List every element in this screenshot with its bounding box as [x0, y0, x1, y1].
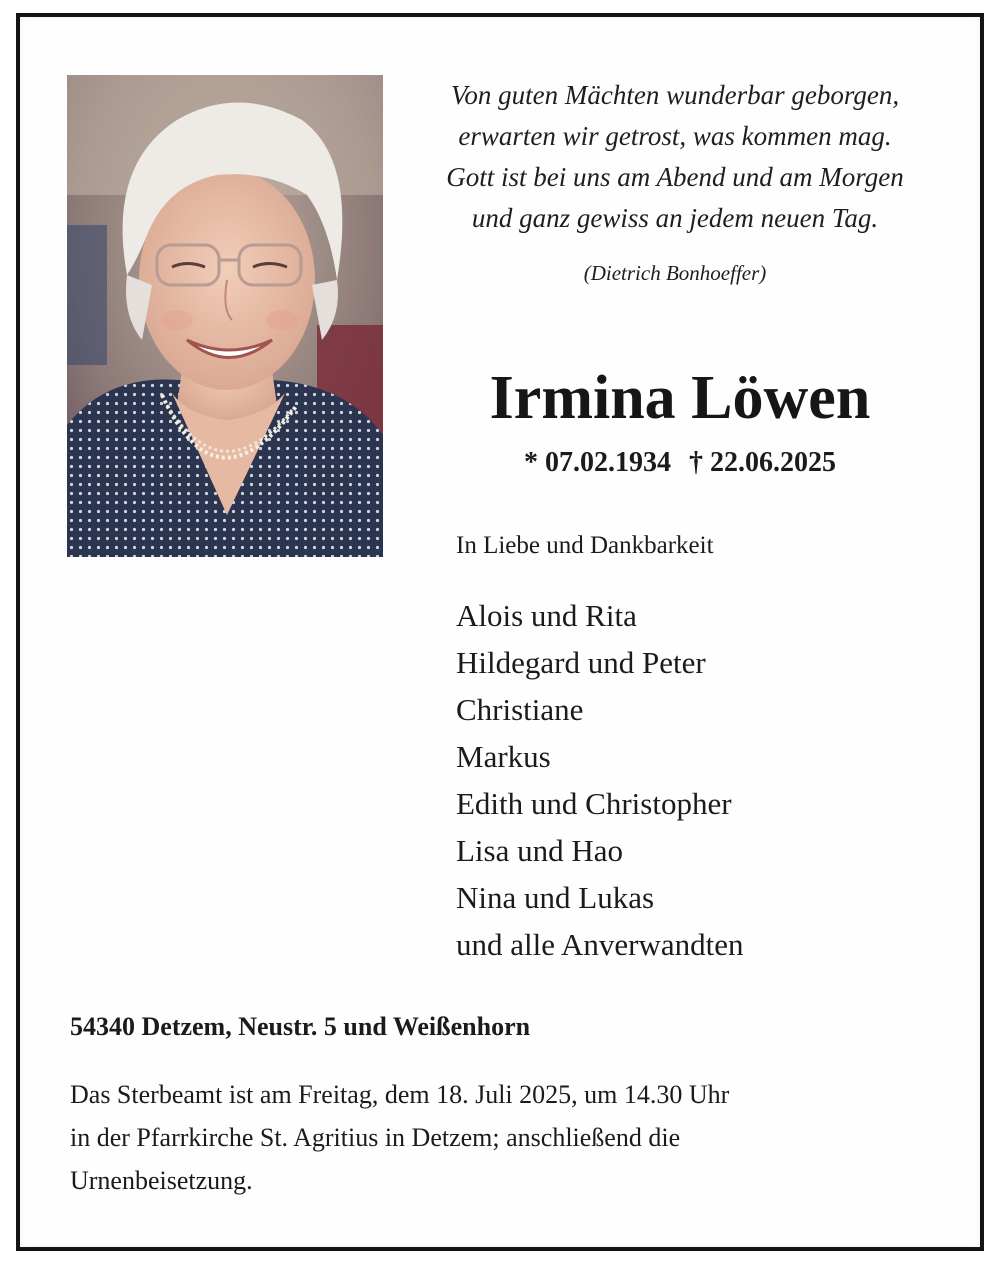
deceased-name: Irmina Löwen: [489, 364, 871, 432]
service-line: Urnenbeisetzung.: [70, 1166, 253, 1195]
mourner-item: Hildegard und Peter: [456, 645, 706, 680]
portrait-illustration: [67, 75, 383, 557]
mourner-item: Nina und Lukas: [456, 880, 655, 915]
service-info: [70, 1073, 950, 1202]
mourner-item: Edith und Christopher: [456, 786, 732, 821]
poem-line: und ganz gewiss an jedem neuen Tag.: [471, 203, 879, 233]
mourner-item: Alois und Rita: [456, 598, 637, 633]
service-line: Das Sterbeamt ist am Freitag, dem 18. Juli 2025, um 14.30 Uhr: [70, 1080, 730, 1109]
poem-author: (Dietrich Bonhoeffer): [583, 261, 767, 285]
mourners-list: [456, 592, 744, 968]
portrait-photo: [67, 75, 383, 557]
mourner-item: und alle Anverwandten: [456, 927, 744, 962]
obituary-frame: [16, 13, 984, 1251]
death-date: † 22.06.2025: [689, 447, 836, 478]
mourner-item: Christiane: [456, 692, 584, 727]
poem-line: Von guten Mächten wunderbar geborgen,: [450, 80, 900, 110]
poem-line: Gott ist bei uns am Abend und am Morgen: [446, 162, 904, 192]
poem: [405, 75, 945, 287]
mourner-item: Lisa und Hao: [456, 833, 624, 868]
service-line: in der Pfarrkirche St. Agritius in Detzem; anschließend die: [70, 1123, 681, 1152]
mourner-item: Markus: [456, 739, 551, 774]
life-dates: [405, 445, 955, 481]
address: 54340 Detzem, Neustr. 5 und Weißenhorn: [70, 1012, 531, 1041]
birth-date: * 07.02.1934: [524, 447, 671, 478]
dedication: In Liebe und Dankbarkeit: [456, 532, 714, 559]
poem-line: erwarten wir getrost, was kommen mag.: [458, 121, 892, 151]
